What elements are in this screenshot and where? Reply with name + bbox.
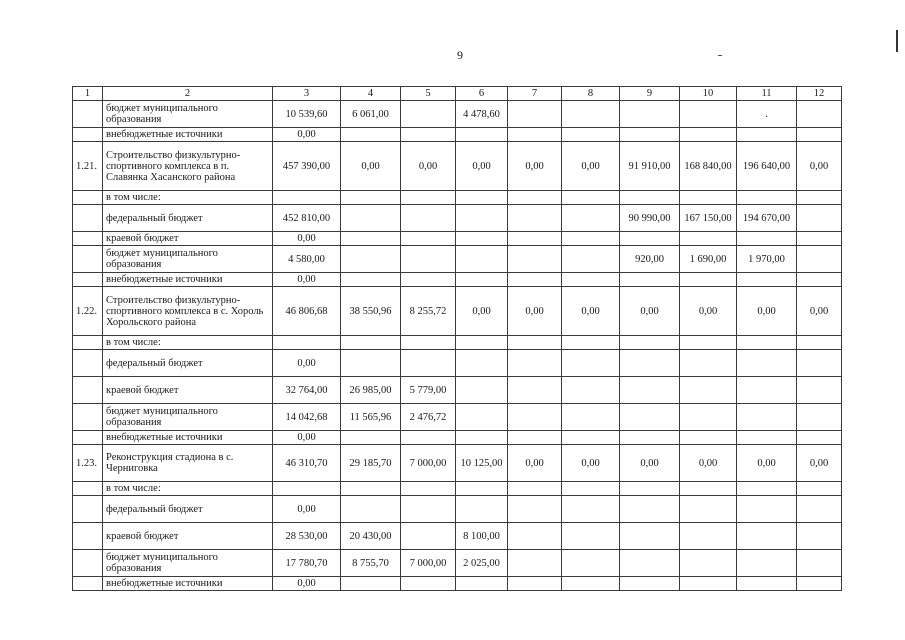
row-label-cell: в том числе: (103, 482, 273, 496)
table-row (73, 128, 842, 142)
value-cell (401, 273, 456, 287)
table-row (73, 142, 842, 191)
value-cell (341, 246, 401, 273)
value-cell (797, 273, 842, 287)
header-cell-col-1: 1 (73, 87, 103, 101)
value-cell: 4 580,00 (273, 246, 341, 273)
row-index-cell (73, 350, 103, 377)
value-cell: 90 990,00 (620, 205, 680, 232)
value-cell: 2 025,00 (456, 550, 508, 577)
value-cell (620, 404, 680, 431)
value-cell (456, 496, 508, 523)
value-cell (341, 232, 401, 246)
value-cell (680, 232, 737, 246)
row-label-cell: бюджет муниципального образования (103, 550, 273, 577)
value-cell: 0,00 (562, 287, 620, 336)
row-index-cell (73, 377, 103, 404)
value-cell (562, 550, 620, 577)
table-header-row (73, 87, 842, 101)
value-cell: 0,00 (680, 287, 737, 336)
row-label-cell: федеральный бюджет (103, 496, 273, 523)
value-cell (401, 523, 456, 550)
value-cell: 0,00 (273, 431, 341, 445)
value-cell (341, 496, 401, 523)
value-cell: 0,00 (456, 142, 508, 191)
row-label-cell: бюджет муниципального образования (103, 246, 273, 273)
row-index-cell (73, 232, 103, 246)
header-cell-col-12: 12 (797, 87, 842, 101)
row-label-cell: в том числе: (103, 336, 273, 350)
value-cell (680, 550, 737, 577)
value-cell: 4 478,60 (456, 101, 508, 128)
value-cell (737, 496, 797, 523)
value-cell (508, 205, 562, 232)
value-cell (456, 482, 508, 496)
value-cell (401, 101, 456, 128)
value-cell (562, 205, 620, 232)
value-cell: 1 970,00 (737, 246, 797, 273)
scan-edge-mark (896, 30, 898, 52)
header-cell-col-7: 7 (508, 87, 562, 101)
value-cell (341, 350, 401, 377)
value-cell: 0,00 (273, 232, 341, 246)
row-index-cell (73, 101, 103, 128)
value-cell (680, 273, 737, 287)
value-cell (797, 191, 842, 205)
value-cell (562, 431, 620, 445)
value-cell: 7 000,00 (401, 550, 456, 577)
table-row (73, 191, 842, 205)
header-cell-col-9: 9 (620, 87, 680, 101)
row-label-cell: внебюджетные источники (103, 273, 273, 287)
row-index-cell: 1.23. (73, 445, 103, 482)
value-cell (562, 377, 620, 404)
value-cell (341, 191, 401, 205)
header-cell-col-5: 5 (401, 87, 456, 101)
value-cell: 91 910,00 (620, 142, 680, 191)
value-cell (680, 577, 737, 591)
value-cell (680, 101, 737, 128)
value-cell (797, 232, 842, 246)
table-row (73, 523, 842, 550)
value-cell (680, 128, 737, 142)
row-index-cell (73, 273, 103, 287)
value-cell (401, 496, 456, 523)
value-cell (737, 191, 797, 205)
value-cell: 7 000,00 (401, 445, 456, 482)
value-cell (508, 191, 562, 205)
value-cell (401, 128, 456, 142)
value-cell: 20 430,00 (341, 523, 401, 550)
value-cell (620, 101, 680, 128)
value-cell (508, 431, 562, 445)
value-cell: 5 779,00 (401, 377, 456, 404)
row-label-cell: в том числе: (103, 191, 273, 205)
header-cell-col-4: 4 (341, 87, 401, 101)
value-cell (737, 431, 797, 445)
value-cell (456, 350, 508, 377)
row-index-cell (73, 550, 103, 577)
value-cell (562, 482, 620, 496)
table-row (73, 482, 842, 496)
value-cell (562, 101, 620, 128)
value-cell: 0,00 (562, 142, 620, 191)
value-cell (401, 350, 456, 377)
value-cell (797, 336, 842, 350)
value-cell (401, 577, 456, 591)
value-cell (341, 273, 401, 287)
value-cell (620, 496, 680, 523)
value-cell (273, 191, 341, 205)
row-index-cell: 1.21. (73, 142, 103, 191)
value-cell: 167 150,00 (680, 205, 737, 232)
table-row (73, 205, 842, 232)
value-cell: 0,00 (797, 142, 842, 191)
value-cell: 46 806,68 (273, 287, 341, 336)
value-cell (401, 482, 456, 496)
value-cell (797, 577, 842, 591)
value-cell (456, 232, 508, 246)
value-cell: 29 185,70 (341, 445, 401, 482)
value-cell (680, 431, 737, 445)
header-cell-col-3: 3 (273, 87, 341, 101)
value-cell (797, 377, 842, 404)
value-cell (737, 577, 797, 591)
row-label-cell: Реконструкция стадиона в с. Черниговка (103, 445, 273, 482)
table-row (73, 377, 842, 404)
value-cell: 0,00 (620, 445, 680, 482)
header-cell-col-2: 2 (103, 87, 273, 101)
row-index-cell (73, 336, 103, 350)
value-cell (562, 336, 620, 350)
value-cell (456, 273, 508, 287)
row-label-cell: краевой бюджет (103, 377, 273, 404)
table-row (73, 496, 842, 523)
value-cell: 920,00 (620, 246, 680, 273)
value-cell (797, 205, 842, 232)
value-cell (680, 191, 737, 205)
value-cell (508, 550, 562, 577)
value-cell: 0,00 (680, 445, 737, 482)
value-cell (562, 191, 620, 205)
value-cell (456, 191, 508, 205)
value-cell: 10 125,00 (456, 445, 508, 482)
value-cell: 8 100,00 (456, 523, 508, 550)
value-cell: 26 985,00 (341, 377, 401, 404)
value-cell (456, 404, 508, 431)
value-cell (562, 496, 620, 523)
value-cell (797, 523, 842, 550)
value-cell (401, 191, 456, 205)
value-cell (797, 128, 842, 142)
value-cell (508, 246, 562, 273)
row-index-cell (73, 496, 103, 523)
value-cell: 8 255,72 (401, 287, 456, 336)
row-label-cell: Строительство физкультурно-спортивного комплекса в п. Славянка Хасанского района (103, 142, 273, 191)
scan-dash-mark (718, 55, 722, 56)
value-cell: 2 476,72 (401, 404, 456, 431)
value-cell (401, 205, 456, 232)
row-label-cell: федеральный бюджет (103, 205, 273, 232)
row-label-cell: бюджет муниципального образования (103, 101, 273, 128)
value-cell (737, 128, 797, 142)
table-row (73, 232, 842, 246)
value-cell (737, 232, 797, 246)
value-cell (737, 482, 797, 496)
value-cell: 17 780,70 (273, 550, 341, 577)
value-cell (620, 523, 680, 550)
row-index-cell (73, 191, 103, 205)
table-row (73, 577, 842, 591)
value-cell (456, 205, 508, 232)
table-row (73, 350, 842, 377)
value-cell (797, 431, 842, 445)
value-cell (401, 232, 456, 246)
table-row (73, 404, 842, 431)
value-cell (737, 404, 797, 431)
value-cell: 0,00 (508, 287, 562, 336)
value-cell (680, 336, 737, 350)
value-cell (562, 273, 620, 287)
header-cell-col-10: 10 (680, 87, 737, 101)
value-cell (508, 101, 562, 128)
value-cell (562, 577, 620, 591)
value-cell: 0,00 (797, 445, 842, 482)
value-cell (456, 128, 508, 142)
value-cell: 32 764,00 (273, 377, 341, 404)
value-cell (401, 336, 456, 350)
value-cell (680, 377, 737, 404)
value-cell: 196 640,00 (737, 142, 797, 191)
value-cell (620, 431, 680, 445)
value-cell: 8 755,70 (341, 550, 401, 577)
value-cell (797, 496, 842, 523)
value-cell (341, 431, 401, 445)
value-cell (797, 404, 842, 431)
value-cell: 0,00 (737, 287, 797, 336)
value-cell (508, 128, 562, 142)
table-row (73, 287, 842, 336)
table-row (73, 550, 842, 577)
value-cell (341, 577, 401, 591)
value-cell (401, 246, 456, 273)
value-cell (620, 273, 680, 287)
row-index-cell (73, 577, 103, 591)
header-cell-col-6: 6 (456, 87, 508, 101)
row-label-cell: федеральный бюджет (103, 350, 273, 377)
value-cell: 0,00 (341, 142, 401, 191)
value-cell (797, 350, 842, 377)
table-row (73, 336, 842, 350)
value-cell (456, 246, 508, 273)
value-cell: 46 310,70 (273, 445, 341, 482)
value-cell: 0,00 (456, 287, 508, 336)
value-cell: 194 670,00 (737, 205, 797, 232)
value-cell: 0,00 (401, 142, 456, 191)
value-cell (620, 191, 680, 205)
value-cell (562, 350, 620, 377)
row-index-cell: 1.22. (73, 287, 103, 336)
table-body (73, 87, 842, 591)
row-index-cell (73, 523, 103, 550)
row-index-cell (73, 404, 103, 431)
value-cell (341, 336, 401, 350)
value-cell: 0,00 (273, 273, 341, 287)
page-number: 9 (457, 48, 463, 62)
value-cell (508, 232, 562, 246)
table-row (73, 431, 842, 445)
value-cell (273, 336, 341, 350)
value-cell (508, 577, 562, 591)
row-index-cell (73, 128, 103, 142)
value-cell: 0,00 (562, 445, 620, 482)
header-cell-col-11: 11 (737, 87, 797, 101)
value-cell (680, 496, 737, 523)
value-cell (797, 246, 842, 273)
row-label-cell: краевой бюджет (103, 523, 273, 550)
value-cell (737, 550, 797, 577)
row-label-cell: бюджет муниципального образования (103, 404, 273, 431)
value-cell (797, 550, 842, 577)
value-cell (562, 523, 620, 550)
value-cell (341, 128, 401, 142)
value-cell (508, 377, 562, 404)
value-cell (680, 523, 737, 550)
value-cell: 0,00 (273, 577, 341, 591)
value-cell (797, 101, 842, 128)
value-cell (680, 404, 737, 431)
value-cell: 10 539,60 (273, 101, 341, 128)
row-index-cell (73, 246, 103, 273)
value-cell (341, 205, 401, 232)
value-cell (797, 482, 842, 496)
value-cell: 38 550,96 (341, 287, 401, 336)
value-cell (456, 377, 508, 404)
value-cell: 452 810,00 (273, 205, 341, 232)
value-cell (562, 404, 620, 431)
value-cell (508, 496, 562, 523)
value-cell: 0,00 (508, 142, 562, 191)
value-cell: 11 565,96 (341, 404, 401, 431)
value-cell (737, 336, 797, 350)
table-row (73, 101, 842, 128)
value-cell (456, 431, 508, 445)
value-cell (737, 377, 797, 404)
value-cell (620, 482, 680, 496)
row-index-cell (73, 431, 103, 445)
value-cell: . (737, 101, 797, 128)
row-index-cell (73, 205, 103, 232)
value-cell (737, 273, 797, 287)
value-cell: 457 390,00 (273, 142, 341, 191)
value-cell (456, 577, 508, 591)
table-row (73, 246, 842, 273)
value-cell (508, 350, 562, 377)
value-cell: 6 061,00 (341, 101, 401, 128)
row-label-cell: внебюджетные источники (103, 128, 273, 142)
value-cell: 1 690,00 (680, 246, 737, 273)
value-cell (620, 377, 680, 404)
value-cell (620, 350, 680, 377)
budget-table (72, 86, 842, 591)
value-cell (680, 350, 737, 377)
value-cell (620, 128, 680, 142)
value-cell: 0,00 (797, 287, 842, 336)
row-label-cell: краевой бюджет (103, 232, 273, 246)
value-cell (562, 128, 620, 142)
value-cell: 14 042,68 (273, 404, 341, 431)
value-cell: 0,00 (620, 287, 680, 336)
row-label-cell: внебюджетные источники (103, 577, 273, 591)
value-cell (620, 577, 680, 591)
value-cell (456, 336, 508, 350)
value-cell: 0,00 (273, 496, 341, 523)
value-cell (508, 404, 562, 431)
row-label-cell: Строительство физкультурно-спортивного комплекса в с. Хороль Хорольского района (103, 287, 273, 336)
table-row (73, 273, 842, 287)
value-cell (680, 482, 737, 496)
value-cell: 28 530,00 (273, 523, 341, 550)
value-cell (508, 523, 562, 550)
row-index-cell (73, 482, 103, 496)
value-cell: 0,00 (508, 445, 562, 482)
value-cell: 0,00 (273, 350, 341, 377)
value-cell (562, 232, 620, 246)
table-row (73, 445, 842, 482)
value-cell (273, 482, 341, 496)
value-cell (620, 336, 680, 350)
row-label-cell: внебюджетные источники (103, 431, 273, 445)
value-cell (620, 232, 680, 246)
value-cell: 0,00 (737, 445, 797, 482)
value-cell (508, 273, 562, 287)
value-cell: 168 840,00 (680, 142, 737, 191)
value-cell (508, 336, 562, 350)
value-cell (737, 523, 797, 550)
header-cell-col-8: 8 (562, 87, 620, 101)
value-cell (620, 550, 680, 577)
value-cell (341, 482, 401, 496)
value-cell (562, 246, 620, 273)
value-cell: 0,00 (273, 128, 341, 142)
value-cell (737, 350, 797, 377)
value-cell (401, 431, 456, 445)
value-cell (508, 482, 562, 496)
